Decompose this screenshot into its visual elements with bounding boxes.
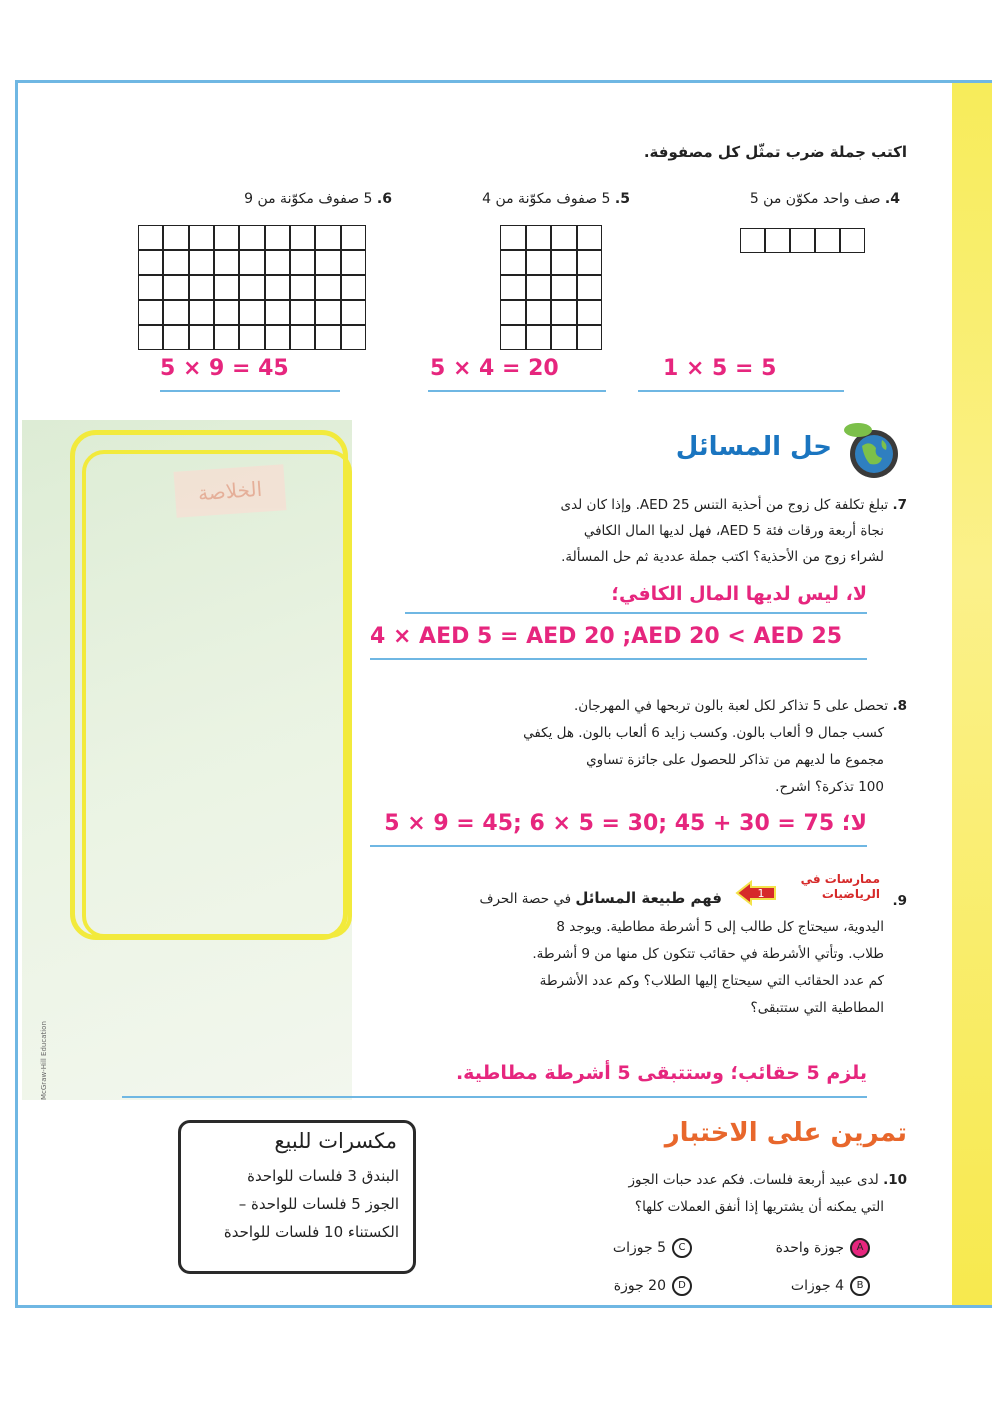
exercise-6-answer: 5 × 9 = 45 xyxy=(160,356,289,381)
array-cell xyxy=(500,325,526,350)
array-cell xyxy=(189,225,214,250)
array-cell xyxy=(239,275,264,300)
choice-c-bubble[interactable]: C xyxy=(672,1238,692,1258)
exercise-4-number: 4. xyxy=(884,191,900,207)
array-cell xyxy=(265,275,290,300)
side-credit: McGraw-Hill Education xyxy=(40,1021,48,1100)
problem-9-line-3: طلاب. وتأتي الأشرطة في حقائب تتكون كل منها من 9 أشرطة. xyxy=(532,946,884,962)
choice-b-bubble[interactable]: B xyxy=(850,1276,870,1296)
array-cell xyxy=(551,225,577,250)
array-cell xyxy=(577,225,603,250)
array-cell xyxy=(290,250,315,275)
problem-8-line-3: مجموع ما لديهم من تذاكر للحصول على جائزة تساوي xyxy=(586,752,884,768)
array-cell xyxy=(214,325,239,350)
problem-9-answer: يلزم 5 حقائب؛ وستتبقى 5 أشرطة مطاطية. xyxy=(455,1062,867,1084)
problem-9-text-1: في حصة الحرف xyxy=(479,891,572,907)
array-cell xyxy=(214,225,239,250)
array-cell xyxy=(577,300,603,325)
exercise-5-answer: 5 × 4 = 20 xyxy=(430,356,559,381)
problem-7-answer-line-2 xyxy=(370,658,867,660)
choice-c-text: 5 جوزات xyxy=(612,1240,666,1256)
problem-9-line-2: اليدوية، سيحتاج كل طالب إلى 5 أشرطة مطاطية. ويوجد 8 xyxy=(556,919,884,935)
array-cell xyxy=(189,325,214,350)
exercise-6-number: 6. xyxy=(376,191,392,207)
array-cell xyxy=(239,250,264,275)
problem-9-lead: فهم طبيعة المسائل xyxy=(575,889,722,907)
array-cell xyxy=(526,300,552,325)
yellow-side-strip xyxy=(952,83,992,1305)
array-cell xyxy=(315,250,340,275)
exercise-5-answer-line xyxy=(428,390,606,392)
exercise-5-text: 5 صفوف مكوّنة من 4 xyxy=(482,191,611,207)
array-cell xyxy=(551,325,577,350)
array-cell xyxy=(290,225,315,250)
exercise-6-text: 5 صفوف مكوّنة من 9 xyxy=(244,191,373,207)
array-cell xyxy=(138,325,163,350)
exercise-6-label xyxy=(244,191,392,207)
array-cell xyxy=(265,325,290,350)
array-cell xyxy=(239,325,264,350)
problem-9-lead-line xyxy=(479,885,722,912)
array-cell xyxy=(163,225,188,250)
choice-a[interactable] xyxy=(776,1238,870,1258)
problem-7-number: 7. xyxy=(892,497,907,513)
problem-7-answer-line-1 xyxy=(405,612,867,614)
array-cell xyxy=(551,300,577,325)
array-cell xyxy=(265,225,290,250)
array-cell xyxy=(526,325,552,350)
array-cell xyxy=(315,275,340,300)
problem-9-line-4: كم عدد الحقائب التي سيحتاج إليها الطلاب؟ وكم عدد الأشرطة xyxy=(539,973,884,989)
array-cell xyxy=(341,275,366,300)
choice-a-text: جوزة واحدة xyxy=(775,1240,844,1256)
array-cell xyxy=(163,250,188,275)
choice-d-bubble[interactable]: D xyxy=(672,1276,692,1296)
array-cell xyxy=(500,250,526,275)
array-cell xyxy=(163,325,188,350)
problem-7-answer-1: لا، ليس لديها المال الكافي؛ xyxy=(611,583,867,605)
array-cell xyxy=(500,300,526,325)
problem-7-line-3: لشراء زوج من الأحذية؟ اكتب جملة عددية ثم حل المسألة. xyxy=(561,549,884,565)
problem-7-line-2: نجاة أربعة ورقات فئة AED 5، فهل لديها المال الكافي xyxy=(583,523,884,539)
array-cell xyxy=(189,275,214,300)
problem-7-answer-2: 4 × AED 5 = AED 20 ;AED 20 < AED 25 xyxy=(370,624,843,649)
exercise-4-answer-line xyxy=(638,390,844,392)
array-cell xyxy=(163,275,188,300)
snack-board-line-3: الكستناء 10 فلسات للواحدة xyxy=(223,1223,399,1241)
instruction-text: اكتب جملة ضرب تمثّل كل مصفوفة. xyxy=(643,143,907,161)
array-cell xyxy=(290,325,315,350)
array-cell xyxy=(526,250,552,275)
problem-8-line-2: كسب جمال 9 ألعاب بالون. وكسب زايد 6 ألعاب بالون. هل يكفي xyxy=(523,725,884,741)
test-practice-title: تمرين على الاختبار xyxy=(664,1118,907,1148)
problem-10-line-2: التي يمكنه أن يشتريها إذا أنفق العملات كلها؟ xyxy=(634,1199,884,1215)
problem-7-text-1: تبلغ تكلفة كل زوج من أحذية التنس AED 25. وإذا كان لدى xyxy=(560,497,889,513)
array-cell xyxy=(138,225,163,250)
array-1x5 xyxy=(740,228,865,253)
array-5x9 xyxy=(138,225,366,350)
array-cell xyxy=(163,300,188,325)
exercise-6-answer-line xyxy=(160,390,340,392)
notebook-illustration xyxy=(70,430,355,950)
array-cell xyxy=(138,300,163,325)
problem-10-text-1: لدى عبيد أربعة فلسات. فكم عدد حبات الجوز xyxy=(628,1172,879,1188)
array-cell xyxy=(239,300,264,325)
problem-8-line-1 xyxy=(574,693,907,719)
problem-8-text-1: تحصل على 5 تذاكر لكل لعبة بالون تربحها في المهرجان. xyxy=(573,698,889,714)
problem-9-line-1 xyxy=(892,888,907,914)
array-cell xyxy=(290,275,315,300)
snack-board-line-1: البندق 3 فلسات للواحدة xyxy=(247,1167,399,1185)
section-title: حل المسائل xyxy=(675,432,832,462)
problem-8-line-4: 100 تذكرة؟ اشرح. xyxy=(775,779,884,795)
exercise-4-answer: 1 × 5 = 5 xyxy=(663,356,777,381)
array-cell xyxy=(315,325,340,350)
problem-10-line-1 xyxy=(628,1167,907,1193)
array-cell xyxy=(214,300,239,325)
array-5x4 xyxy=(500,225,602,350)
snack-price-board xyxy=(178,1120,416,1274)
array-cell xyxy=(315,300,340,325)
array-cell xyxy=(551,250,577,275)
notebook-stamp: الخلاصة xyxy=(174,464,287,518)
array-cell xyxy=(577,275,603,300)
choice-c[interactable] xyxy=(613,1238,692,1258)
problem-9-answer-line xyxy=(122,1096,867,1098)
snack-board-title: مكسرات للبيع xyxy=(274,1129,397,1153)
problem-9-line-5: المطاطية التي ستتبقى؟ xyxy=(750,1000,884,1016)
problem-10-number: 10. xyxy=(883,1172,907,1188)
array-cell xyxy=(214,275,239,300)
choice-b-text: 4 جوزات xyxy=(790,1278,844,1294)
array-cell xyxy=(315,225,340,250)
practice-number: 1 xyxy=(757,887,765,900)
globe-icon xyxy=(838,420,906,480)
array-cell xyxy=(341,250,366,275)
array-cell xyxy=(214,250,239,275)
practice-label: ممارسات في الرياضيات xyxy=(800,872,880,901)
array-cell xyxy=(341,225,366,250)
problem-8-number: 8. xyxy=(892,698,907,714)
notebook-inner-border xyxy=(82,450,352,938)
exercise-5-number: 5. xyxy=(614,191,630,207)
choice-d-text: 20 جوزة xyxy=(613,1278,666,1294)
array-cell xyxy=(265,300,290,325)
array-cell xyxy=(189,250,214,275)
array-cell xyxy=(500,225,526,250)
problem-9-number: 9. xyxy=(892,893,907,909)
array-cell xyxy=(265,250,290,275)
array-cell xyxy=(577,325,603,350)
array-cell xyxy=(526,225,552,250)
array-cell xyxy=(189,300,214,325)
choice-d[interactable] xyxy=(614,1276,692,1296)
array-cell xyxy=(526,275,552,300)
array-cell xyxy=(500,275,526,300)
array-cell xyxy=(290,300,315,325)
choice-b[interactable] xyxy=(791,1276,870,1296)
problem-8-answer: لا؛ 75 = 30 + 45 ;30 = 5 × 6 ;45 = 9 × 5 xyxy=(384,811,867,836)
array-cell xyxy=(341,325,366,350)
array-cell xyxy=(341,300,366,325)
problem-8-answer-line xyxy=(370,845,867,847)
array-cell xyxy=(138,250,163,275)
choice-a-bubble[interactable]: A xyxy=(850,1238,870,1258)
array-cell xyxy=(551,275,577,300)
array-cell xyxy=(577,250,603,275)
exercise-4-label xyxy=(750,191,900,207)
array-cell xyxy=(239,225,264,250)
problem-7-line-1 xyxy=(561,492,908,518)
array-cell xyxy=(138,275,163,300)
exercise-4-text: صف واحد مكوّن من 5 xyxy=(749,191,881,207)
practice-arrow-icon xyxy=(735,880,777,906)
exercise-5-label xyxy=(482,191,630,207)
snack-board-line-2: الجوز 5 فلسات للواحدة – xyxy=(238,1195,399,1213)
